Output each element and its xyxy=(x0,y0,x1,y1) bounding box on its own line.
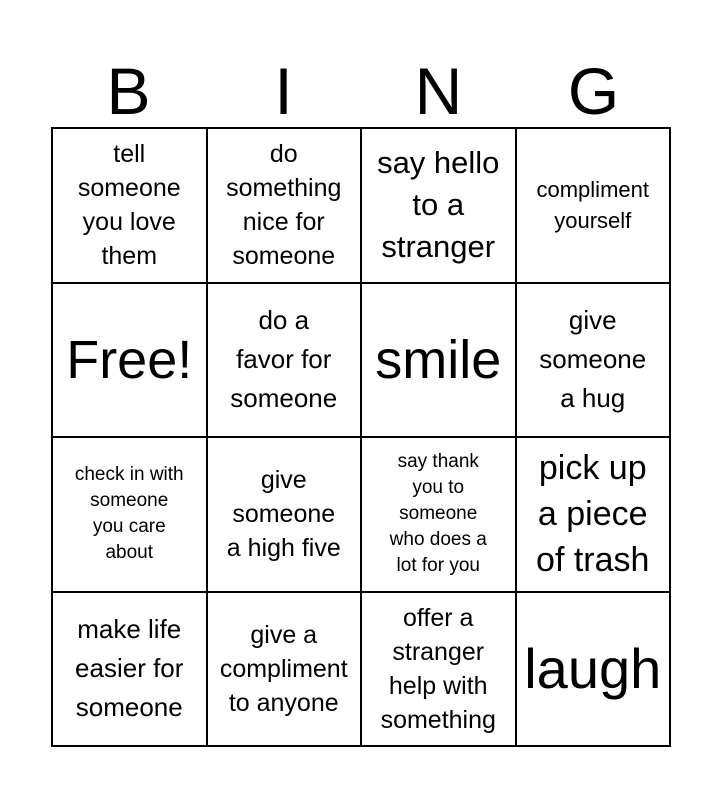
cell-text: smile xyxy=(375,329,502,390)
cell-text: Free! xyxy=(66,329,193,390)
bingo-cell[interactable] xyxy=(53,129,208,284)
cell-text: check in with someone you care about xyxy=(74,464,184,564)
header-letter-i: I xyxy=(274,54,293,128)
bingo-cell[interactable] xyxy=(362,438,517,593)
cell-text: do something nice for someone xyxy=(226,140,342,271)
bingo-cell[interactable] xyxy=(208,129,363,284)
bingo-board xyxy=(51,127,671,747)
bingo-cell[interactable] xyxy=(53,593,208,748)
cell-text: tell someone you love them xyxy=(77,140,181,271)
bingo-cell[interactable] xyxy=(362,129,517,284)
bingo-cell[interactable] xyxy=(517,284,672,439)
bingo-cell[interactable] xyxy=(208,284,363,439)
cell-text: give someone a hug xyxy=(539,305,647,414)
bingo-cell[interactable] xyxy=(517,438,672,593)
bingo-header xyxy=(51,55,671,127)
cell-text: say thank you to someone who does a lot for you xyxy=(389,451,487,577)
cell-text: give a compliment to anyone xyxy=(219,620,348,717)
cell-text: pick up a piece of trash xyxy=(536,449,650,580)
bingo-cell[interactable] xyxy=(517,593,672,748)
cell-text: laugh xyxy=(524,636,662,700)
header-letter-g: G xyxy=(567,54,620,128)
cell-text: do a favor for someone xyxy=(230,305,338,414)
bingo-cell[interactable] xyxy=(208,438,363,593)
header-letter-n: N xyxy=(414,54,463,128)
cell-text: give someone a high five xyxy=(226,466,341,563)
bingo-cell[interactable] xyxy=(208,593,363,748)
header-letter-b: B xyxy=(106,54,151,128)
cell-text: say hello to a stranger xyxy=(377,145,500,265)
bingo-cell[interactable] xyxy=(53,438,208,593)
bingo-cell-free[interactable] xyxy=(53,284,208,439)
cell-text: make life easier for someone xyxy=(75,614,184,723)
bingo-cell[interactable] xyxy=(362,284,517,439)
cell-text: offer a stranger help with something xyxy=(380,603,496,734)
bingo-cell[interactable] xyxy=(517,129,672,284)
bingo-cell[interactable] xyxy=(362,593,517,748)
cell-text: compliment yourself xyxy=(536,177,649,234)
